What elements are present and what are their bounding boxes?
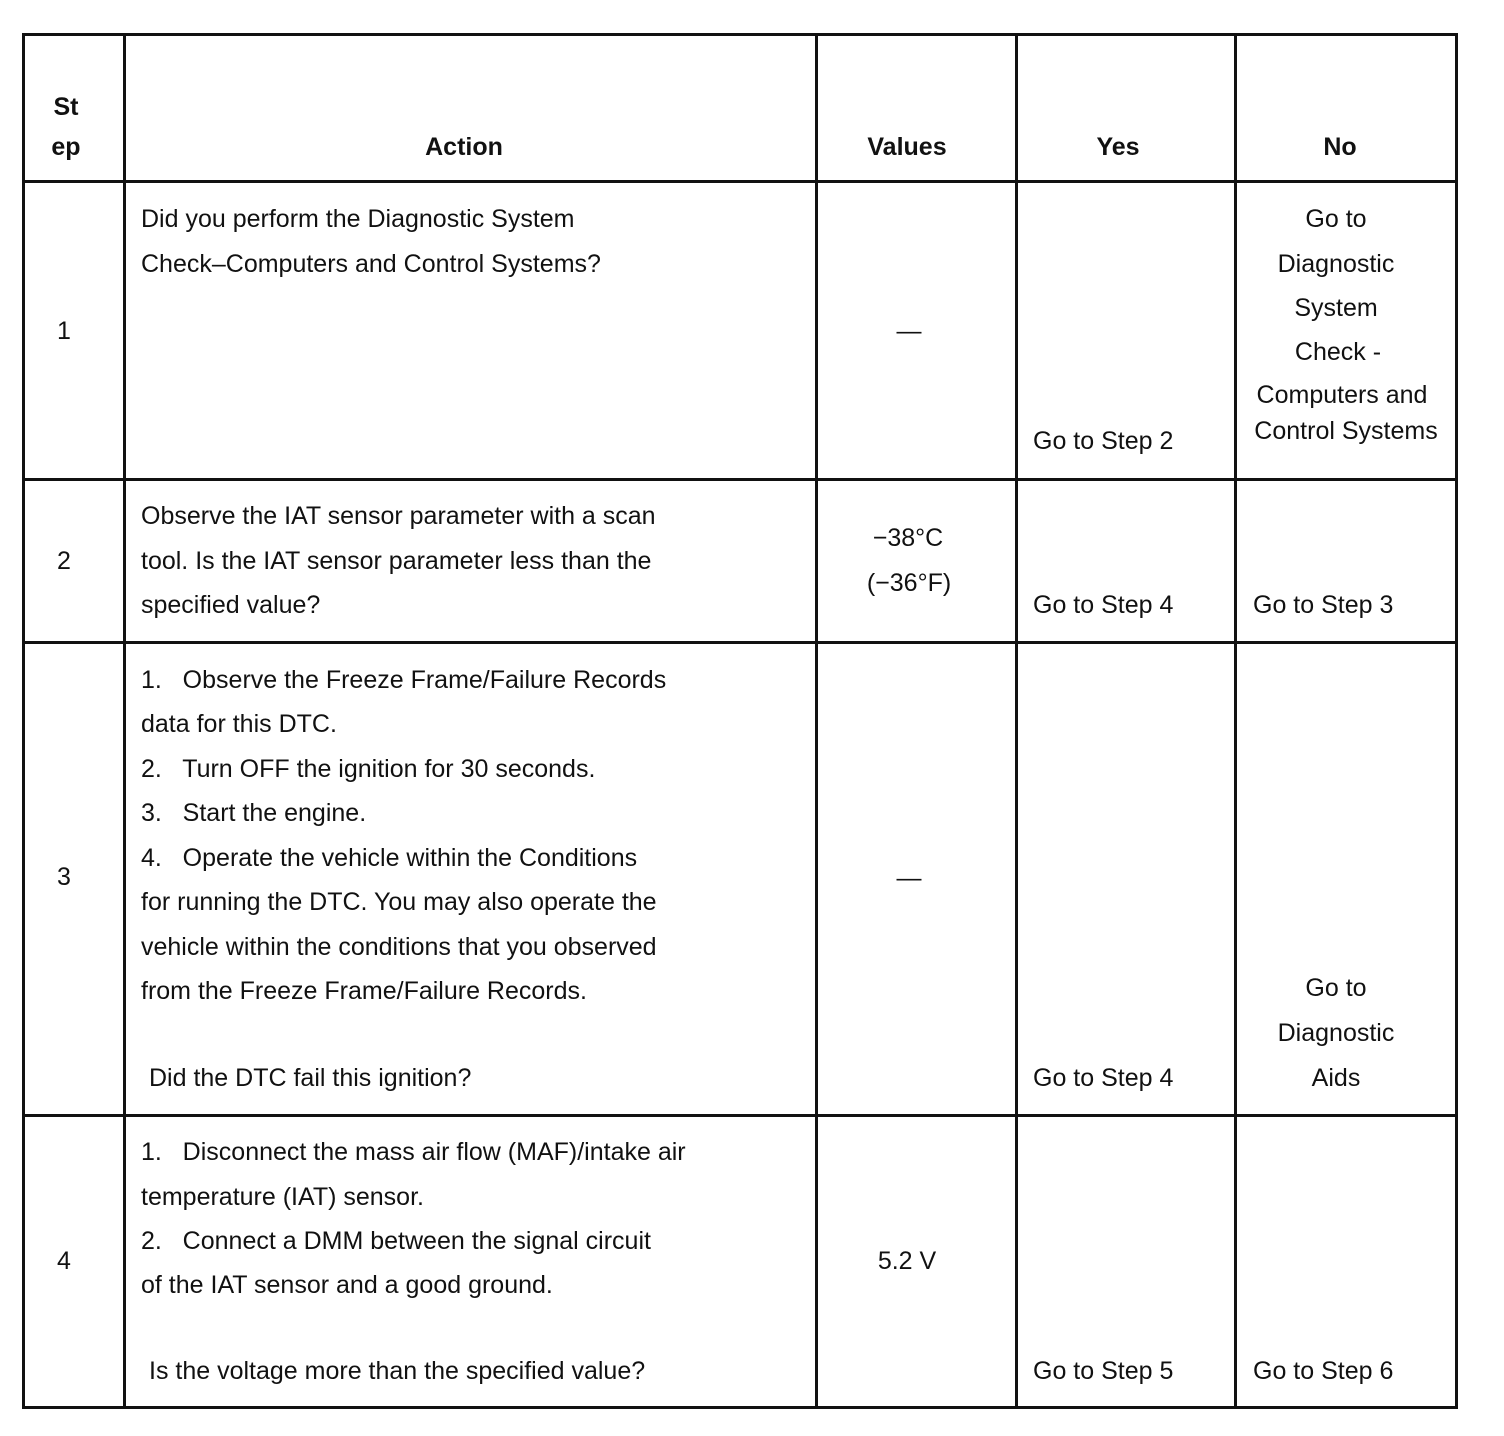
no-link-line[interactable]: Aids	[1311, 1064, 1361, 1092]
action-line: specified value?	[141, 591, 321, 619]
action-line: 1. Disconnect the mass air flow (MAF)/intake air	[141, 1138, 686, 1166]
value-cell: —	[896, 317, 922, 345]
diagnostic-table	[22, 33, 1458, 1409]
header-action: Action	[425, 133, 503, 161]
step-number: 3	[57, 863, 71, 891]
header-step-line1: St	[53, 93, 79, 121]
action-question: Did the DTC fail this ignition?	[149, 1064, 472, 1092]
header-no: No	[1323, 133, 1357, 161]
row-divider-3	[22, 1114, 1458, 1117]
action-line: of the IAT sensor and a good ground.	[141, 1271, 553, 1299]
value-cell: —	[896, 864, 922, 892]
no-link[interactable]: Go to Step 6	[1253, 1357, 1394, 1385]
no-link-line[interactable]: Diagnostic	[1277, 250, 1395, 278]
action-line: from the Freeze Frame/Failure Records.	[141, 977, 587, 1005]
no-link-line[interactable]: Diagnostic	[1277, 1019, 1395, 1047]
step-number: 4	[57, 1247, 71, 1275]
no-link[interactable]: Go to Step 3	[1253, 591, 1394, 619]
action-line: for running the DTC. You may also operate the	[141, 888, 657, 916]
table-border-bottom	[22, 1406, 1458, 1409]
table-border-right	[1455, 33, 1458, 1409]
yes-link[interactable]: Go to Step 5	[1033, 1357, 1174, 1385]
col-divider-values	[1015, 33, 1018, 1409]
action-line: tool. Is the IAT sensor parameter less than the	[141, 547, 652, 575]
action-line: 3. Start the engine.	[141, 799, 367, 827]
no-link-line[interactable]: Go to	[1305, 974, 1367, 1002]
yes-link[interactable]: Go to Step 4	[1033, 1064, 1174, 1092]
no-link-line[interactable]: Control Systems	[1254, 417, 1438, 445]
action-line: 2. Connect a DMM between the signal circuit	[141, 1227, 651, 1255]
no-link-line[interactable]: Go to	[1305, 205, 1367, 233]
header-yes: Yes	[1096, 133, 1140, 161]
action-line: Did you perform the Diagnostic System	[141, 205, 575, 233]
step-number: 2	[57, 547, 71, 575]
col-divider-step	[123, 33, 126, 1409]
row-divider-1	[22, 478, 1458, 481]
action-line: 4. Operate the vehicle within the Conditions	[141, 844, 638, 872]
action-line: Check–Computers and Control Systems?	[141, 250, 601, 278]
table-border-top	[22, 33, 1458, 36]
row-divider-2	[22, 641, 1458, 644]
yes-link[interactable]: Go to Step 2	[1033, 427, 1174, 455]
action-line: temperature (IAT) sensor.	[141, 1183, 424, 1211]
action-line: 2. Turn OFF the ignition for 30 seconds.	[141, 755, 596, 783]
action-line: 1. Observe the Freeze Frame/Failure Records	[141, 666, 667, 694]
no-link-line[interactable]: System	[1294, 294, 1378, 322]
action-line: data for this DTC.	[141, 710, 337, 738]
value-cell: −38°C	[872, 524, 944, 552]
no-link-line[interactable]: Computers and	[1256, 381, 1428, 409]
action-line: Observe the IAT sensor parameter with a scan	[141, 502, 656, 530]
step-number: 1	[57, 317, 71, 345]
yes-link[interactable]: Go to Step 4	[1033, 591, 1174, 619]
value-cell: (−36°F)	[866, 569, 952, 597]
header-step-line2: ep	[51, 133, 81, 161]
action-line: vehicle within the conditions that you observed	[141, 933, 657, 961]
header-values: Values	[867, 133, 947, 161]
action-question: Is the voltage more than the specified value?	[149, 1357, 646, 1385]
no-link-line[interactable]: Check -	[1294, 338, 1382, 366]
value-cell: 5.2 V	[877, 1247, 937, 1275]
table-border-left	[22, 33, 25, 1409]
col-divider-action	[815, 33, 818, 1409]
header-divider	[22, 180, 1458, 183]
col-divider-yes	[1234, 33, 1237, 1409]
